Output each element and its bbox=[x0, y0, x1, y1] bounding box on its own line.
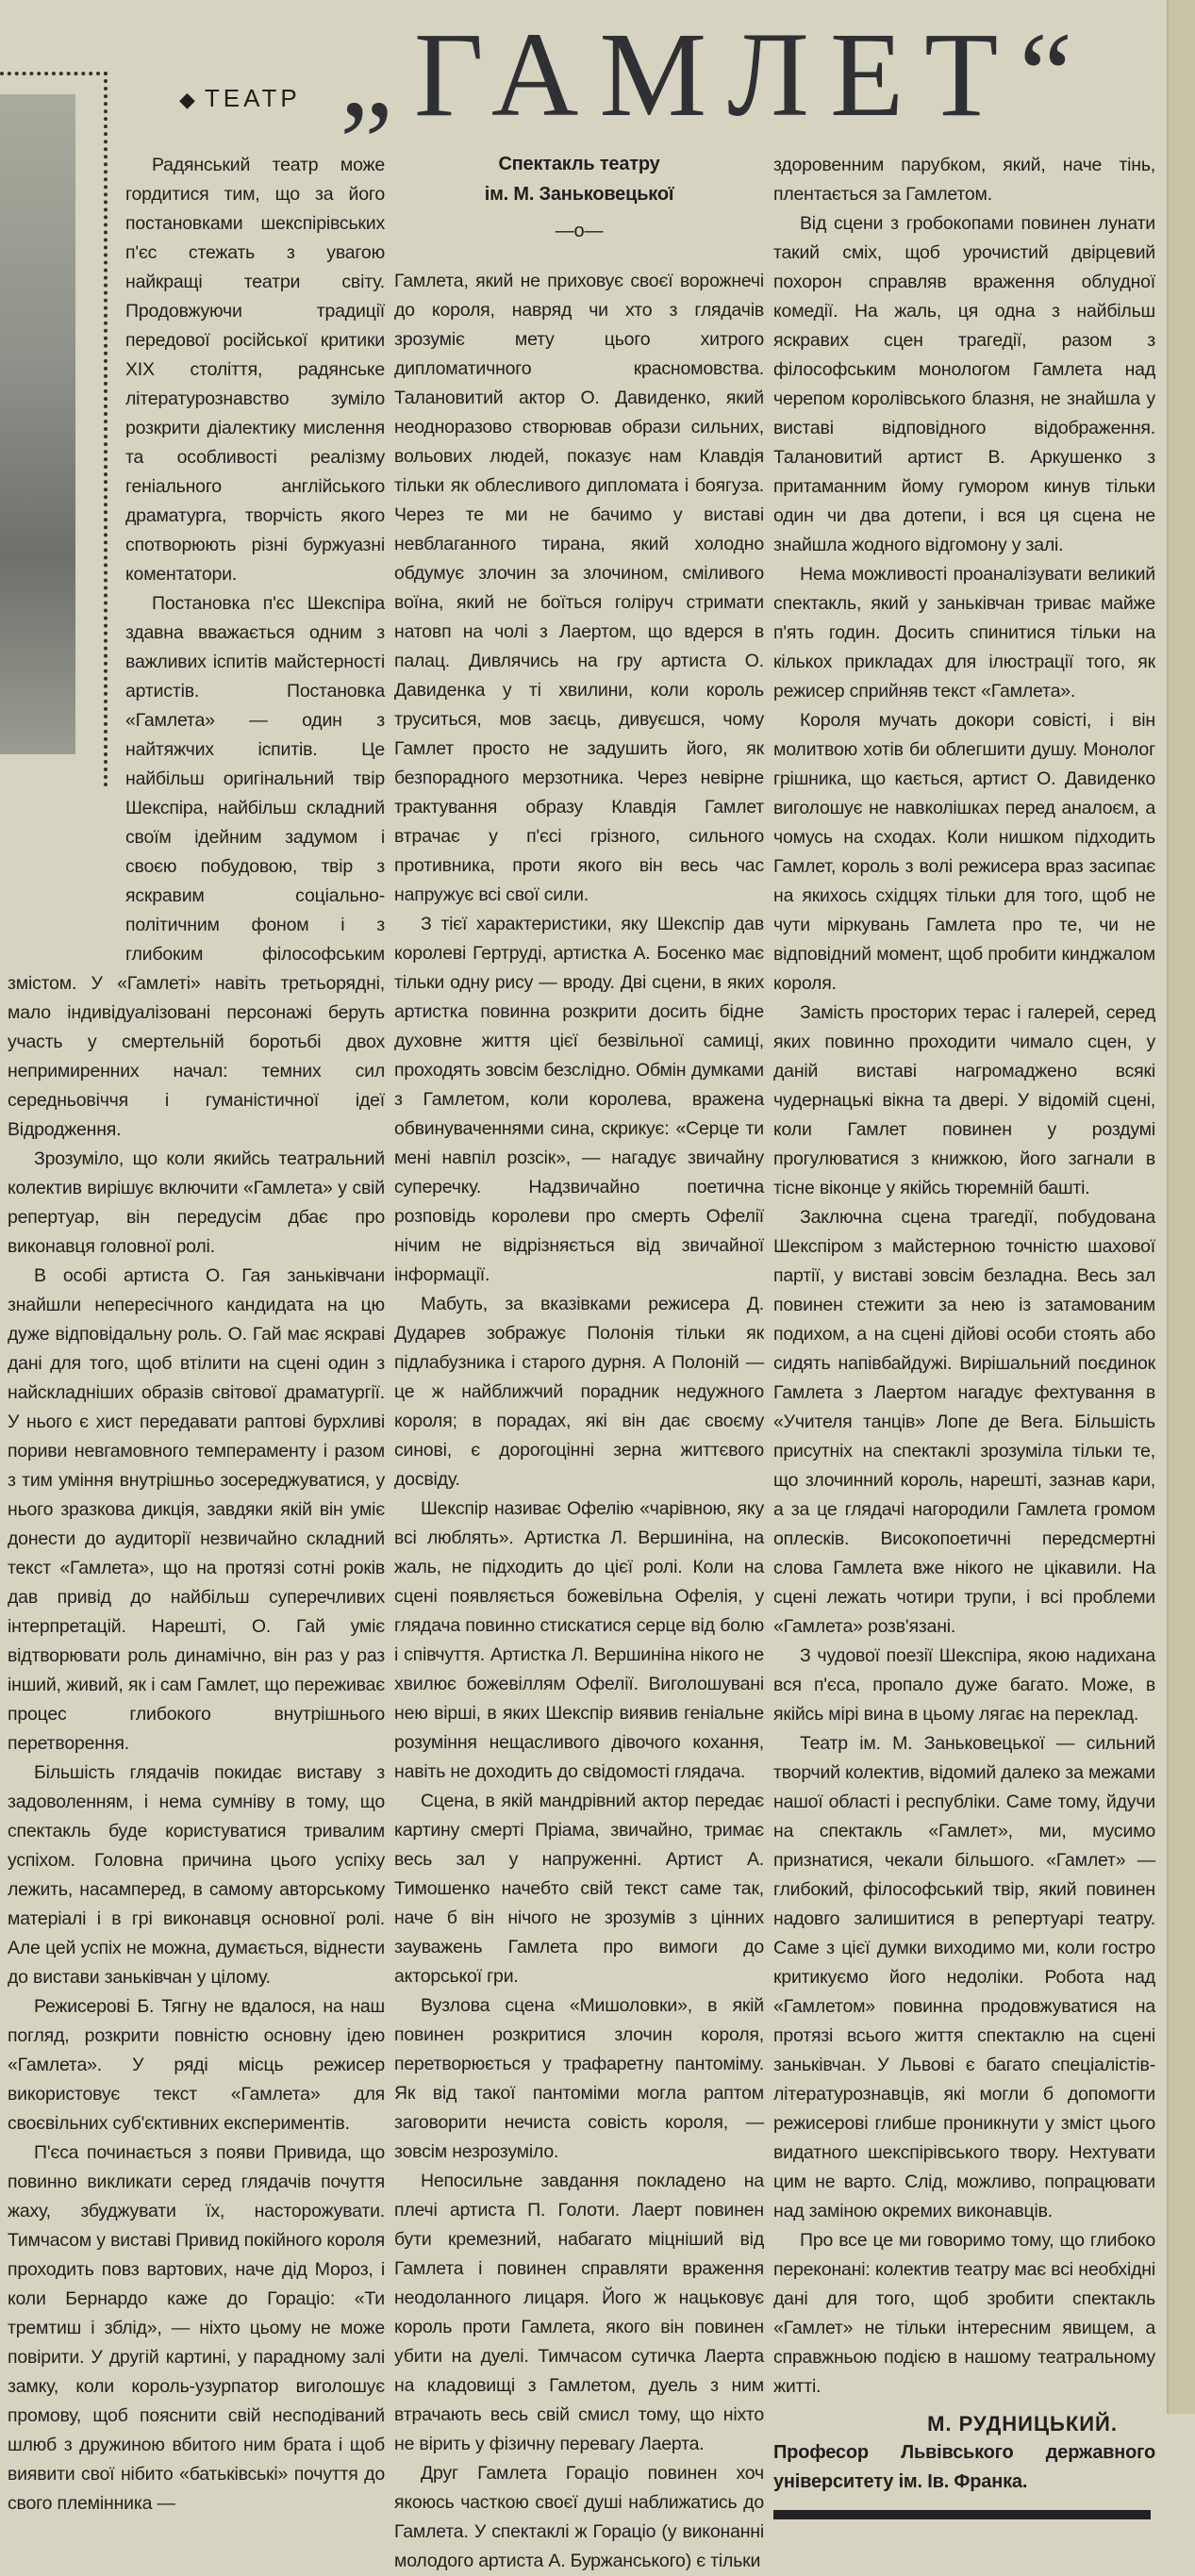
paragraph: Режисерові Б. Тягну не вдалося, на наш погляд, розкрити повністю основну ідею «Гамлета». У ряді місць режисер використовує текст «Гамлета» для своєвільних суб'єктивних експериментів. bbox=[8, 1996, 385, 2134]
ornament-divider: —o— bbox=[555, 221, 604, 241]
author-role: Професор Львівського державного університету ім. Ів. Франка. bbox=[773, 2442, 1155, 2492]
paragraph: Вузлова сцена «Мишоловки», в якій повинен розкритися злочин короля, перетворюється у трафаретну пантоміму. Як від такої пантоміми могла раптом заговорити нечиста совість короля, — зовсім незрозуміло. bbox=[394, 1995, 764, 2162]
subtitle bbox=[394, 149, 764, 209]
author-signature: М. РУДНИЦЬКИЙ. bbox=[927, 2412, 1118, 2436]
page-edge bbox=[1167, 0, 1195, 2414]
bottom-rule bbox=[773, 2510, 1151, 2519]
paragraph: Заключна сцена трагедії, побудована Шекспіром з майстерною точністю шахової партії, у виставі зовсім безладна. Весь зал повинен стежити за нею із затамованим подихом, а на сцені дійові особи стоять або сидять напівбайдужі. Вирішальний поєдинок Гамлета з Лаертом нагадує фехтування в «Учителя танців» Лопе де Вега. Більшість присутніх на спектаклі зрозуміла тільки те, що злочинний король, нарешті, зазнав кари, а за це глядачі нагородили Гамлета громом оплесків. Високопоетичні передсмертні слова Гамлета вже нікого не цікавили. На сцені лежать чотири трупи, і всі проблеми «Гамлета» розв'язані. bbox=[773, 1207, 1155, 1637]
paragraph: Більшість глядачів покидає виставу з задоволенням, і нема сумніву в тому, що спектакль буде користуватися тривалим успіхом. Головна причина цього успіху лежить, насамперед, в самому авторському матеріалі і в грі виконавця основної ролі. Але цей успіх не можна, думається, віднести до вистави заньківчан у цілому. bbox=[8, 1762, 385, 1988]
paragraph: Зрозуміло, що коли якийсь театральний колектив вирішує включити «Гамлета» у свій репертуар, він передусім дбає про виконавця головної ролі. bbox=[8, 1148, 385, 1257]
paragraph: Замість просторих терас і галерей, серед яких повинно проходити чимало сцен, у даній виставі нагромаджено всякі чудернацькі вікна та двері. У відомій сцені, коли Гамлет повинен у роздумі прогулюватися з книжкою, його загнали в тісне віконце у якійсь тюремній башті. bbox=[773, 1002, 1155, 1198]
paragraph: Непосильне завдання покладено на плечі артиста П. Голоти. Лаерт повинен бути кремезний, набагато міцніший від Гамлета і повинен справляти враження неодоланного лицаря. Його ж нацьковує король проти Гамлета, якого він повинен убити на дуелі. Тимчасом сутичка Лаерта на кладовищі з Гамлетом, дуель з ним втрачають весь свій смисл тому, що ніхто не вірить у фізичну перевагу Лаерта. bbox=[394, 2171, 764, 2454]
article-title: „ГАМЛЕТ“ bbox=[340, 8, 1094, 141]
subtitle-line: Спектакль театру bbox=[498, 154, 660, 174]
column-2 bbox=[394, 149, 764, 2576]
paragraph: Постановка п'єс Шекспіра здавна вважається одним з важливих іспитів майстерності артистів. Постановка «Гамлета» — один з найтяжчих іспитів. Це найбільш оригінальний твір Шекспіра, найбільш складний своїм ідейним задумом і своєю побудовою, твір з яскравим соціально-політичним фоном і з глибоким філософським змістом. У «Гамлеті» навіть третьорядні, мало індивідуалізовані персонажі беруть участь у смертельній боротьбі двох непримиренних начал: темних сил середньовіччя і гуманістичної ідеї Відродження. bbox=[8, 593, 385, 1140]
paragraph: Від сцени з гробокопами повинен лунати такий сміх, щоб урочистий двірцевий похорон справляв враження облудної комедії. На жаль, ця одна з найбільш яскравих сцен трагедії, разом з філософським монологом Гамлета над черепом королівського блазня, не знайшла у виставі відповідного відображення. Талановитий артист В. Аркушенко з притаманним йому гумором кинув тільки один чи два дотепи, і вся ця сцена не знайшла жодного відгомону у залі. bbox=[773, 213, 1155, 555]
paragraph: здоровенним парубком, який, наче тінь, плентається за Гамлетом. bbox=[773, 155, 1155, 205]
paragraph: З тієї характеристики, яку Шекспір дав королеві Гертруді, артистка А. Босенко має тільки одну рису — вроду. Дві сцени, в яких артистка повинна розкрити досить бідне духовне життя цієї безвільної самиці, проходять зовсім безслідно. Обмін думками з Гамлетом, коли королева, вражена обвинуваченнями сина, скрикує: «Серце ти мені навпіл розсік», — нагадує звичайну суперечку. Надзвичайно поетична розповідь королеви про смерть Офелії нічим не відрізняється від звичайної інформації. bbox=[394, 914, 764, 1285]
paragraph: Короля мучать докори совісті, і він молитвою хотів би облегшити душу. Монолог грішника, що кається, артист О. Давиденко виголошує не навколішках перед аналоєм, а чомусь на сходах. Коли нишком підходить Гамлет, король з волі режисера враз засипає на якихось східцях тільки для того, щоб не чути міркувань Гамлета про те, чи не відповідний момент, щоб пробити кинджалом короля. bbox=[773, 710, 1155, 994]
paragraph: Гамлета, який не приховує своєї ворожнечі до короля, навряд чи хто з глядачів зрозуміє мету цього хитрого дипломатичного красномовства. Талановитий актор О. Давиденко, який неодноразово створював образи сильних, вольових людей, показує нам Клавдія тільки як облесливого дипломата і боягуза. Через те ми не бачимо у виставі невблаганного тирана, який холодно обдумує злочин за злочином, сміливого воїна, який не боїться голіруч стримати натовп на чолі з Лаертом, що вдерся в палац. Дивлячись на гру артиста О. Давиденка у ті хвилини, коли король труситься, мов заєць, дивуєшся, чому Гамлет просто не задушить його, як безпорадного мерзотника. Через невірне трактування образу Клавдія Гамлет втрачає у п'єсі грізного, сильного противника, проти якого він весь час напружує всі свої сили. bbox=[394, 271, 764, 905]
paragraph: Мабуть, за вказівками режисера Д. Дударев зображує Полонія тільки як підлабузника і старого дурня. А Полоній — це ж найближчий порадник недужного короля; в порадах, які він дає своєму синові, є дорогоцінні зерна життєвого досвіду. bbox=[394, 1294, 764, 1490]
paragraph: Друг Гамлета Гораціо повинен хоч якоюсь часткою своєї душі наближатись до Гамлета. У спектаклі ж Гораціо (у виконанні молодого артиста А. Буржанського) є тільки bbox=[394, 2463, 764, 2571]
paragraph: В особі артиста О. Гая заньківчани знайшли непересічного кандидата на цю дуже відповідальну роль. О. Гай має яскраві дані для того, щоб втілити на сцені один з найскладніших образів світової драматургії. У нього є хист передавати раптові бурхливі пориви невгамовного темпераменту і разом з тим уміння внутрішньо зосереджуватися, у нього зразкова дикція, завдяки якій він уміє донести до аудиторії незвичайно складний текст «Гамлета», що на протязі сотні років дав привід до найбільш суперечливих інтерпретацій. Нарешті, О. Гай уміє відтворювати роль динамічно, він раз у раз інший, живий, як і сам Гамлет, що переживає процес глибокого внутрішнього перетворення. bbox=[8, 1265, 385, 1754]
paragraph: Радянський театр може гордитися тим, що за його постановками шекспірівських п'єс стежать з увагою найкращі театри світу. Продовжуючи традиції передової російської критики XIX століття, радянське літературознавство зуміло розкрити діалектику мислення та особливості реалізму геніального англійського драматурга, творчість якого спотворюють різні буржуазні коментатори. bbox=[125, 155, 385, 585]
paragraph: Шекспір називає Офелію «чарівною, яку всі люблять». Артистка Л. Вершиніна, на жаль, не підходить до цієї ролі. Коли на сцені появляється божевільна Офелія, у глядача повинно стискатися серце від болю і співчуття. Артистка Л. Вершиніна нікого не хвилює божевіллям Офелії. Виголошувані нею вірші, в яких Шекспір виявив геніальне розуміння нещасливого дівочого кохання, навіть не доходить до свідомості глядача. bbox=[394, 1498, 764, 1782]
paragraph: Сцена, в якій мандрівний актор передає картину смерті Пріама, звичайно, тримає весь зал у напруженні. Артист А. Тимошенко начебто свій текст саме так, наче б він нічого не зрозумів з цінних зауважень Гамлета про вимоги до акторської гри. bbox=[394, 1791, 764, 1987]
paragraph: Театр ім. М. Заньковецької — сильний творчий колектив, відомий далеко за межами нашої області і республіки. Саме тому, йдучи на спектакль «Гамлет», ми, мусимо признатися, чекали більшого. «Гамлет» — глибокий, філософський твір, який повинен надовго залишитися в репертуарі театру. Саме з цієї думки виходимо ми, коли гостро критикуємо його недоліки. Робота над «Гамлетом» повинна продовжуватися на протязі всього життя спектаклю на сцені заньківчан. У Львові є багато спеціалістів-літературознавців, які могли б допомогти режисерові глибше проникнути у зміст цього видатного шекспірівського твору. Нехтувати цим не варто. Слід, можливо, попрацювати над заміною окремих виконавців. bbox=[773, 1733, 1155, 2221]
paragraph: Нема можливості проаналізувати великий спектакль, який у заньківчан триває майже п'ять годин. Досить спинитися тільки на кількох прикладах для ілюстрації того, як режисер сприйняв текст «Гамлета». bbox=[773, 564, 1155, 702]
section-label-text: ТЕАТР bbox=[204, 84, 301, 112]
column-1 bbox=[8, 0, 385, 2518]
subtitle-line: ім. М. Заньковецької bbox=[484, 184, 674, 205]
column-3 bbox=[773, 151, 1155, 2519]
diamond-icon: ◆ bbox=[179, 88, 199, 111]
paragraph: З чудової поезії Шекспіра, якою надихана вся п'єса, пропало дуже багато. Може, в якійсь мірі вина в цьому лягає на переклад. bbox=[773, 1645, 1155, 1725]
paragraph: П'єса починається з появи Привида, що повинно викликати серед глядачів почуття жаху, збуджувати їх, насторожувати. Тимчасом у виставі Привид покійного короля проходить повз вартових, наче дід Мороз, і коли Бернардо каже до Гораціо: «Ти тремтиш і зблід», — ніхто цьому не може повірити. У другій картині, у парадному залі замку, коли король-узурпатор виголошує промову, щоб пояснити свій несподіваний шлюб з дружиною вбитого ним брата і щоб виявити свої нібито «батьківські» почуття до свого племінника — bbox=[8, 2142, 385, 2514]
paragraph: Про все це ми говоримо тому, що глибоко переконані: колектив театру має всі необхідні дані для того, щоб зробити спектакль «Гамлет» не тільки інтересним явищем, а справжньою подією в нашому театральному житті. bbox=[773, 2230, 1155, 2397]
